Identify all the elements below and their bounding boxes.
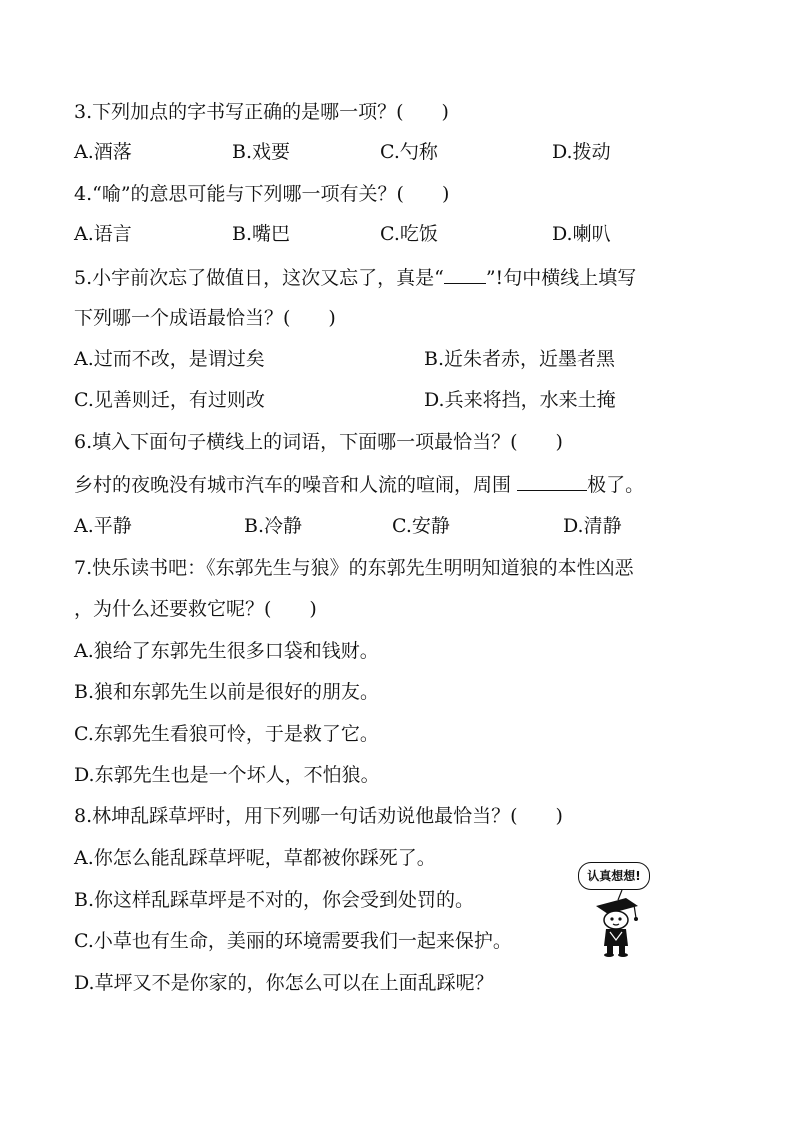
q3-option-b: B.戏要 <box>232 141 291 163</box>
q7-option-c: C.东郭先生看狼可怜，于是救了它。 <box>74 723 379 745</box>
q8-option-d: D.草坪又不是你家的，你怎么可以在上面乱踩呢？ <box>74 972 494 994</box>
q6-option-b: B.冷静 <box>244 515 303 537</box>
q5-option-d: D.兵来将挡，水来土掩 <box>424 389 616 411</box>
q7-option-b: B.狼和东郭先生以前是很好的朋友。 <box>74 681 380 703</box>
question-5-stem-line2: 下列哪一个成语最恰当？( ) <box>74 307 336 329</box>
thinking-student-icon <box>592 888 642 958</box>
q8-option-b: B.你这样乱踩草坪是不对的，你会受到处罚的。 <box>74 889 475 911</box>
question-7-stem-line2: ，为什么还要救它呢？( ) <box>74 598 317 620</box>
question-3-stem: 3.下列加点的字书写正确的是哪一项？( ) <box>74 101 449 123</box>
q5-stem-part2: ”!句中横线上填写 <box>485 267 637 289</box>
q4-option-b: B.嘴巴 <box>232 223 291 245</box>
q7-option-a: A.狼给了东郭先生很多口袋和钱财。 <box>74 640 379 662</box>
question-6-sentence <box>74 472 644 497</box>
q4-option-d: D.喇叭 <box>552 223 611 245</box>
q6-option-c: C.安静 <box>392 515 450 537</box>
q5-stem-part1: 5.小宇前次忘了做值日，这次又忘了，真是“ <box>74 267 444 289</box>
q4-option-a: A.语言 <box>74 223 132 245</box>
q3-option-c: C.勺称 <box>380 141 438 163</box>
q3-option-d: D.拨动 <box>552 141 611 163</box>
q6-sentence-part2: 极了。 <box>587 474 645 496</box>
question-6-stem: 6.填入下面句子横线上的词语，下面哪一项最恰当？( ) <box>74 431 563 453</box>
q5-option-a: A.过而不改，是谓过矣 <box>74 348 265 370</box>
question-5-stem <box>74 265 636 290</box>
q6-option-d: D.清静 <box>563 515 622 537</box>
q6-blank <box>517 472 587 491</box>
q8-option-a: A.你怎么能乱踩草坪呢，草都被你踩死了。 <box>74 847 436 869</box>
q4-option-c: C.吃饭 <box>380 223 438 245</box>
question-8-stem: 8.林坤乱踩草坪时，用下列哪一句话劝说他最恰当？( ) <box>74 805 563 827</box>
question-7-stem: 7.快乐读书吧：《东郭先生与狼》的东郭先生明明知道狼的本性凶恶 <box>74 557 634 579</box>
q3-option-a: A.酒落 <box>74 141 132 163</box>
question-4-stem: 4.“喻”的意思可能与下列哪一项有关？( ) <box>74 183 450 205</box>
mascot <box>578 862 650 958</box>
q6-option-a: A.平静 <box>74 515 132 537</box>
q5-option-c: C.见善则迁，有过则改 <box>74 389 265 411</box>
q8-option-c: C.小草也有生命，美丽的环境需要我们一起来保护。 <box>74 930 512 952</box>
q6-sentence-part1: 乡村的夜晚没有城市汽车的噪音和人流的喧闹，周围 <box>74 474 512 496</box>
q5-blank <box>444 265 486 284</box>
q5-option-b: B.近朱者赤，近墨者黑 <box>424 348 616 370</box>
q7-option-d: D.东郭先生也是一个坏人，不怕狼。 <box>74 764 380 786</box>
mascot-speech-bubble: 认真想想! <box>578 862 650 890</box>
